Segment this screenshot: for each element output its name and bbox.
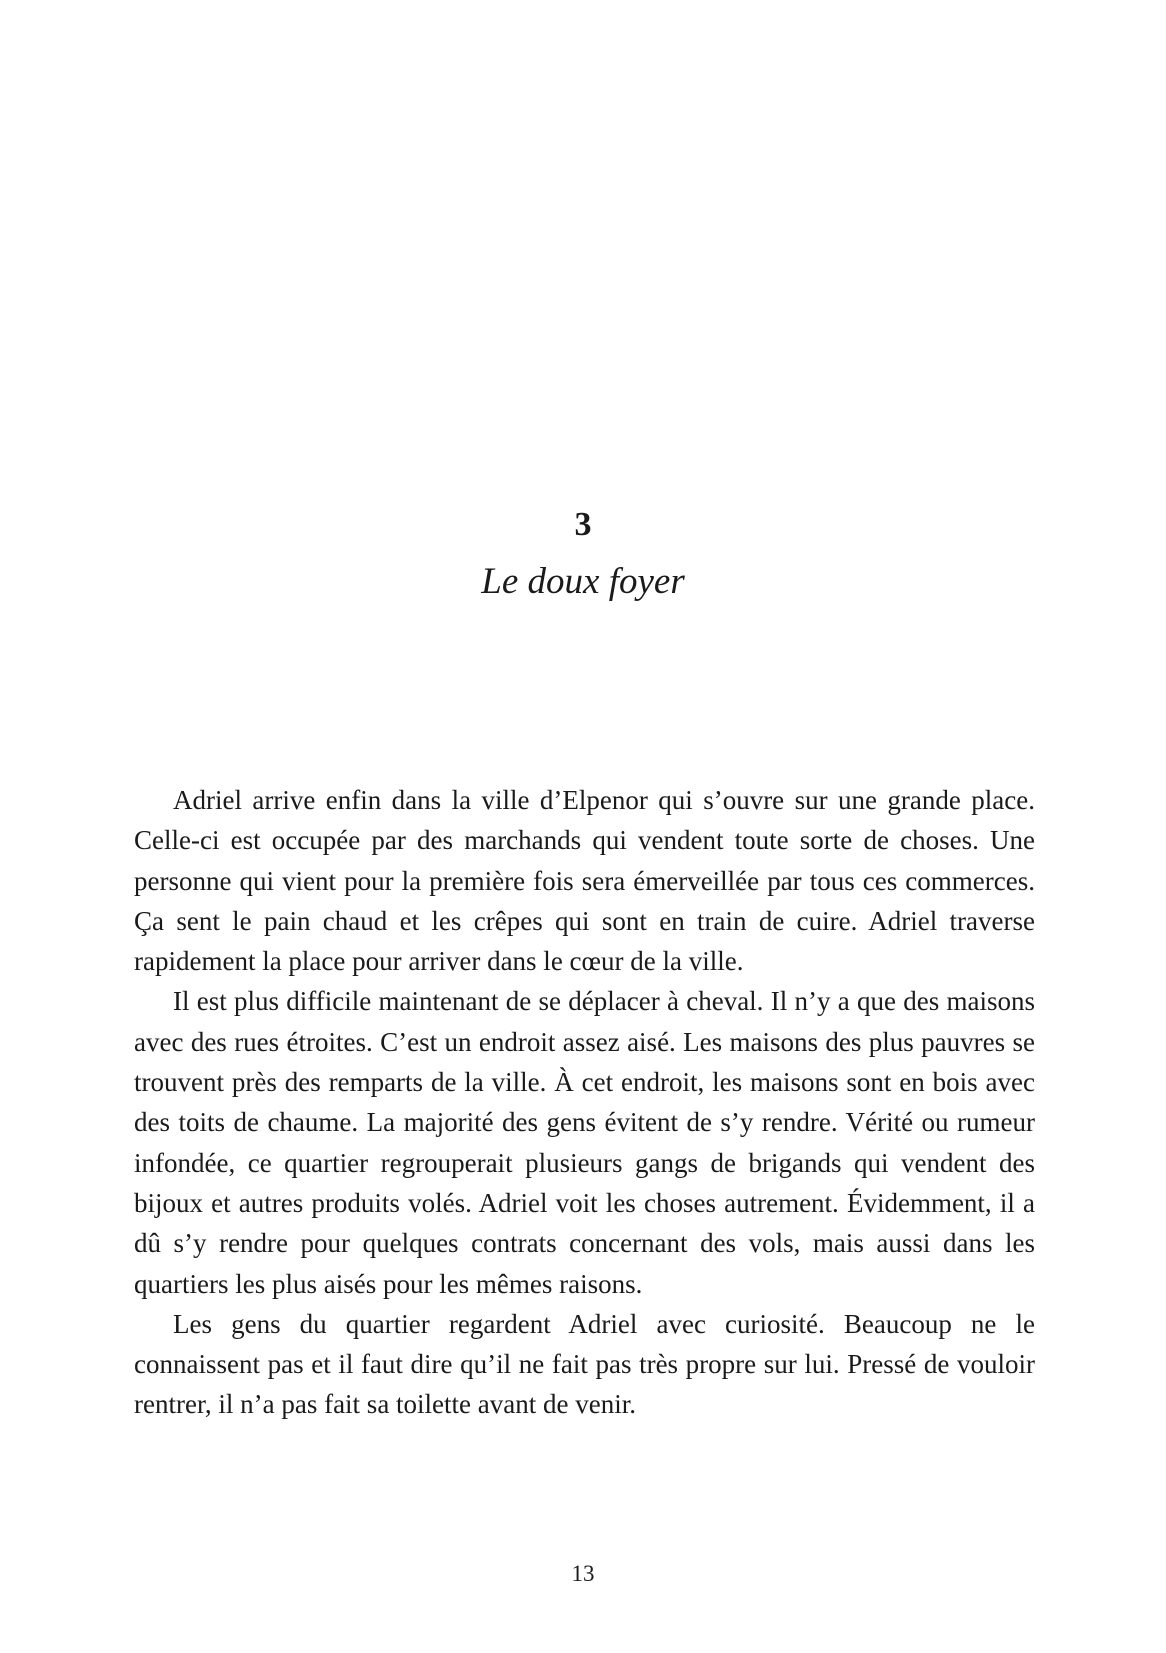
chapter-title: Le doux foyer [481, 561, 685, 602]
paragraph: Les gens du quartier regardent Adriel avec curiosité. Beaucoup ne le connaissent pas et il faut dire qu’il ne fait pas très propre sur lui. Pressé de vouloir rentrer, il n’a pas fait sa toilette avant de venir. [134, 1308, 1035, 1420]
paragraph: Adriel arrive enfin dans la ville d’Elpenor qui s’ouvre sur une grande place. Celle-ci est occupée par des marchands qui vendent toute sorte de choses. Une personne qui vient pour la première fois sera émerveillée par tous ces commerces. Ça sent le pain chaud et les crêpes qui sont en train de cuire. Adriel traverse rapidement la place pour arriver dans le cœur de la ville. [134, 785, 1035, 977]
page-number: 13 [571, 1561, 595, 1586]
body-text [134, 780, 1035, 1425]
paragraph: Il est plus difficile maintenant de se déplacer à cheval. Il n’y a que des maisons avec des rues étroites. C’est un endroit assez aisé. Les maisons des plus pauvres se trouvent près des remparts de la ville. À cet endroit, les maisons sont en bois avec des toits de chaume. La majorité des gens évitent de s’y rendre. Vérité ou rumeur infondée, ce quartier regrouperait plusieurs gangs de brigands qui vendent des bijoux et autres produits volés. Adriel voit les choses autrement. Évidemment, il a dû s’y rendre pour quelques contrats concernant des vols, mais aussi dans les quartiers les plus aisés pour les mêmes raisons. [134, 986, 1035, 1299]
chapter-number: 3 [574, 506, 592, 543]
